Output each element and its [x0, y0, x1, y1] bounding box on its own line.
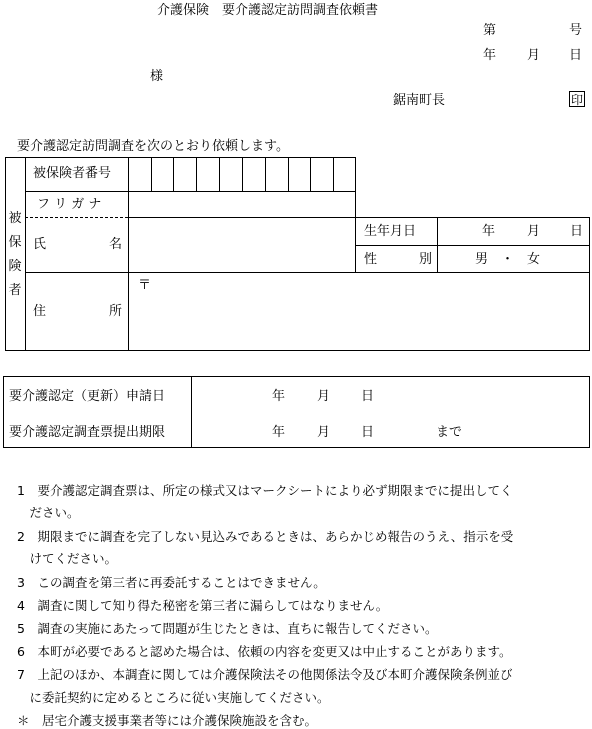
side-label-ken: 険 — [8, 259, 22, 274]
birth-day: 日 — [570, 224, 584, 239]
note-line: 1 要介護認定調査票は、所定の様式又はマークシートにより必ず期限までに提出してく — [17, 483, 513, 498]
sex-options: 男 ・ 女 — [475, 252, 541, 267]
sex-label-sei: 性 — [364, 252, 378, 267]
recipient-sama: 様 — [150, 69, 164, 84]
application-month: 月 — [317, 389, 331, 404]
deadline-until: まで — [436, 425, 463, 440]
sex-label-betsu: 別 — [419, 252, 433, 267]
birth-date-label: 生年月日 — [364, 224, 417, 239]
issuer-name: 鋸南町長 — [393, 93, 446, 108]
name-label-shi: 氏 — [33, 237, 47, 252]
name-label-mei: 名 — [109, 237, 123, 252]
application-year: 年 — [272, 389, 286, 404]
side-label-sha: 者 — [8, 283, 22, 298]
deadline-label: 要介護認定調査票提出期限 — [9, 425, 166, 440]
note-line: ださい。 — [17, 505, 80, 520]
header-year: 年 — [483, 48, 497, 63]
number-dai: 第 — [483, 23, 497, 38]
document-title: 介護保険 要介護認定訪問調査依頼書 — [157, 3, 379, 18]
address-label-ju: 住 — [33, 304, 47, 319]
furigana-label: フ リ ガ ナ — [37, 197, 102, 212]
postal-mark: 〒 — [138, 278, 152, 293]
note-line: 2 期限までに調査を完了しない見込みであるときは、あらかじめ報告のうえ、指示を受 — [17, 529, 514, 544]
note-line: に委託契約に定めるところに従い実施してください。 — [17, 690, 330, 705]
number-go: 号 — [569, 23, 583, 38]
header-month: 月 — [527, 48, 541, 63]
note-line: 3 この調査を第三者に再委託することはできません。 — [17, 575, 326, 590]
address-label-sho: 所 — [109, 304, 123, 319]
application-day: 日 — [361, 389, 375, 404]
insured-number-label: 被保険者番号 — [33, 166, 112, 181]
application-date-label: 要介護認定（更新）申請日 — [9, 389, 166, 404]
deadline-year: 年 — [272, 425, 286, 440]
deadline-day: 日 — [361, 425, 375, 440]
note-line: 4 調査に関して知り得た秘密を第三者に漏らしてはなりません。 — [17, 598, 389, 613]
deadline-month: 月 — [317, 425, 331, 440]
side-label-ho: 保 — [8, 235, 22, 250]
side-label-hi: 被 — [8, 211, 22, 226]
birth-month: 月 — [527, 224, 541, 239]
note-line: 5 調査の実施にあたって問題が生じたときは、直ちに報告してください。 — [17, 621, 438, 636]
note-line: けてください。 — [17, 551, 118, 566]
intro-text: 要介護認定訪問調査を次のとおり依頼します。 — [17, 139, 289, 154]
note-line: 7 上記のほか、本調査に関しては介護保険法その他関係法令及び本町介護保険条例並び — [17, 667, 513, 682]
birth-year: 年 — [482, 224, 496, 239]
note-line: ＊ 居宅介護支援事業者等には介護保険施設を含む。 — [17, 713, 318, 728]
seal-mark: 印 — [570, 93, 583, 107]
note-line: 6 本町が必要であると認めた場合は、依頼の内容を変更又は中止することがあります。 — [17, 644, 512, 659]
header-day: 日 — [569, 48, 583, 63]
